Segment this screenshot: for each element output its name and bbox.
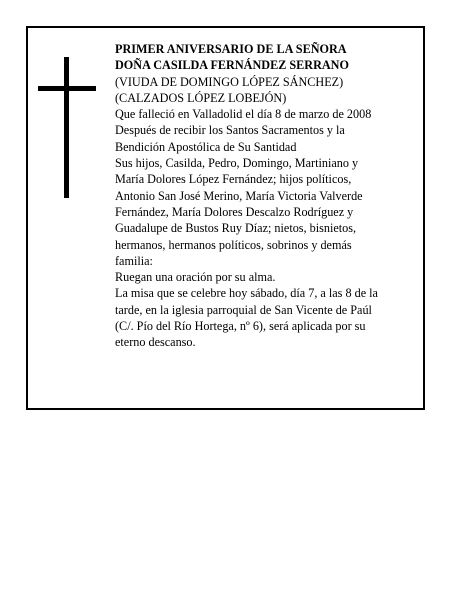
sacraments-line: Bendición Apostólica de Su Santidad xyxy=(115,139,297,154)
cross-horizontal-bar xyxy=(38,86,96,91)
notice-title-line: PRIMER ANIVERSARIO DE LA SEÑORA xyxy=(115,42,347,56)
death-date-line: Que falleció en Valladolid el día 8 de marzo de 2008 xyxy=(115,107,372,122)
latin-cross-icon xyxy=(38,57,96,198)
family-line: familia: xyxy=(115,253,153,268)
mass-line: (C/. Pío del Río Hortega, nº 6), será aplicada por su xyxy=(115,319,366,334)
family-line: Fernández, María Dolores Descalzo Rodríguez y xyxy=(115,204,354,219)
family-line: Antonio San José Merino, María Victoria Valverde xyxy=(115,188,363,203)
notice-subtitle-line: (CALZADOS LÓPEZ LOBEJÓN) xyxy=(115,90,287,105)
family-line: Sus hijos, Casilda, Pedro, Domingo, Martiniano y xyxy=(115,156,359,171)
mass-line: eterno descanso. xyxy=(115,335,196,350)
family-line: Guadalupe de Bustos Ruy Díaz; nietos, bisnietos, xyxy=(115,221,357,236)
notice-subtitle-line: (VIUDA DE DOMINGO LÓPEZ SÁNCHEZ) xyxy=(115,74,344,89)
sacraments-line: Después de recibir los Santos Sacramentos y la xyxy=(115,123,345,138)
notice-text xyxy=(115,41,421,351)
mass-line: La misa que se celebre hoy sábado, día 7, a las 8 de la xyxy=(115,286,378,301)
mass-line: tarde, en la iglesia parroquial de San Vicente de Paúl xyxy=(115,302,372,317)
prayer-line: Ruegan una oración por su alma. xyxy=(115,270,276,285)
obituary-notice xyxy=(26,26,425,410)
family-line: hermanos, hermanos políticos, sobrinos y demás xyxy=(115,237,352,252)
notice-title-line: DOÑA CASILDA FERNÁNDEZ SERRANO xyxy=(115,58,349,73)
family-line: María Dolores López Fernández; hijos políticos, xyxy=(115,172,352,187)
cross-vertical-bar xyxy=(64,57,69,198)
